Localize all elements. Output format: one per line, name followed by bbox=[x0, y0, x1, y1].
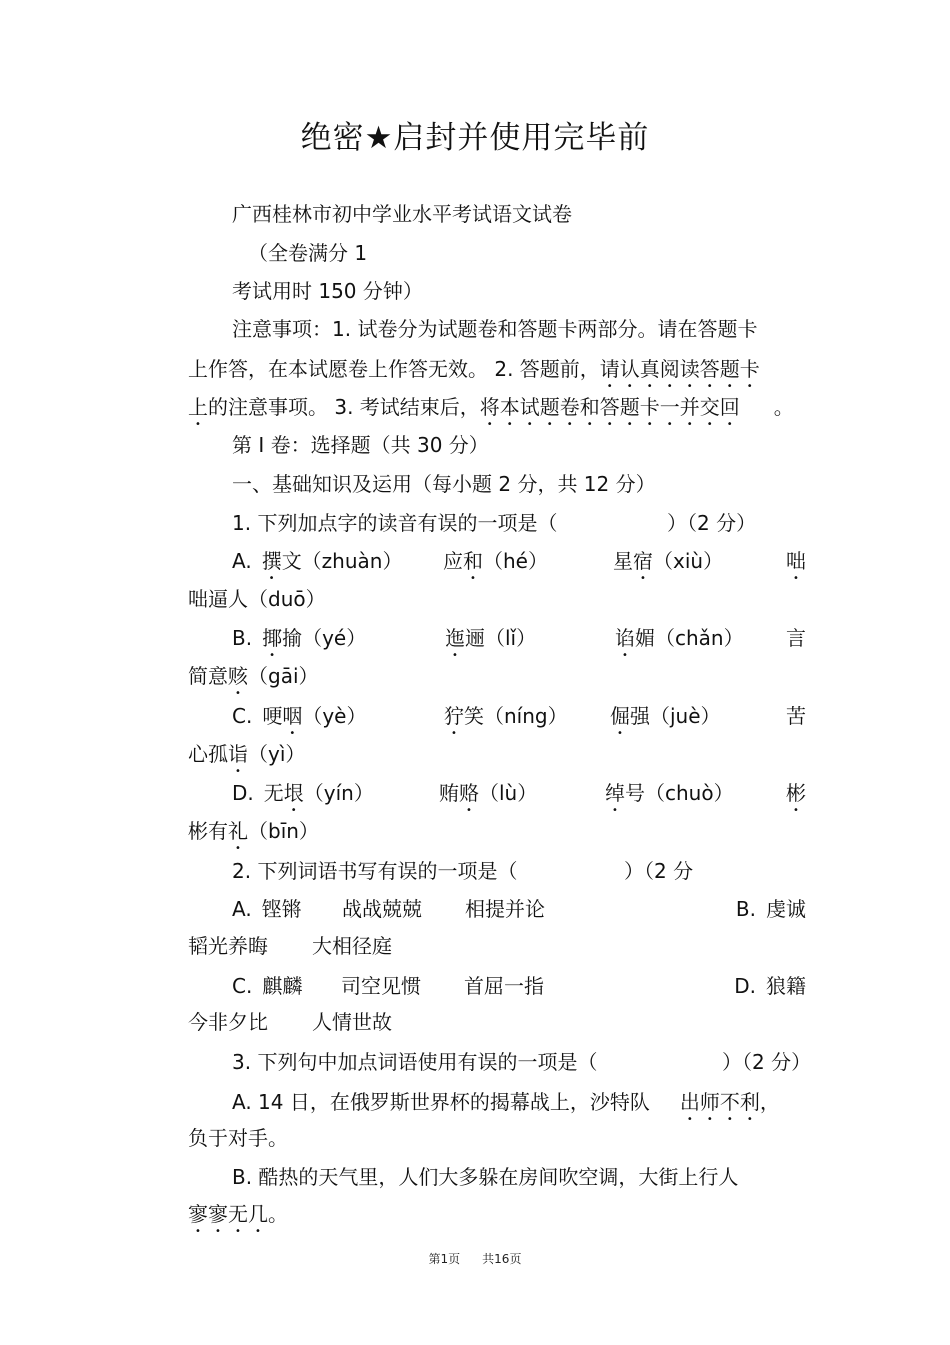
q1-b-cont bbox=[188, 662, 319, 699]
q2-b-word-3: 大相径庭 bbox=[312, 934, 392, 958]
dotted-char: 迤 bbox=[445, 626, 465, 650]
option-text: 号（chuò） bbox=[625, 781, 734, 805]
option-text: 无 bbox=[263, 781, 284, 805]
dotted-char: 狞 bbox=[444, 704, 464, 728]
q2-option-d bbox=[734, 972, 806, 1000]
q1-c-cont bbox=[188, 740, 305, 777]
option-label: A. bbox=[232, 549, 252, 573]
dotted-char: 宿 bbox=[633, 549, 653, 573]
q1-d-cont bbox=[188, 817, 319, 854]
option-text: （lù） bbox=[479, 781, 538, 805]
q2-option-b bbox=[736, 895, 806, 923]
q2-a-word-3: 相提并论 bbox=[465, 897, 545, 921]
dotted-char: 垠 bbox=[283, 781, 304, 805]
notice-text: 。 bbox=[773, 395, 794, 419]
option-text: 简意 bbox=[188, 664, 228, 688]
dotted-text: 出师不利 bbox=[679, 1090, 760, 1114]
dotted-char: 礼 bbox=[228, 819, 248, 843]
dotted-char: 赂 bbox=[459, 781, 479, 805]
notice-text: 的注意事项。 3. 考试结束后， bbox=[208, 395, 480, 419]
q1-a-cont: 咄逼人（duō） bbox=[188, 587, 326, 611]
option-text: 铿锵 bbox=[261, 897, 302, 921]
notice-text: 上作答，在本试愿卷上作答无效。 2. 答题前， bbox=[188, 357, 600, 381]
q1-option-d bbox=[232, 779, 374, 816]
option-text: A. 14 日，在俄罗斯世界杯的揭幕战上，沙特队 bbox=[232, 1090, 650, 1114]
exam-name: 广西桂林市初中学业水平考试语文试卷 bbox=[232, 202, 572, 226]
q2-option-c bbox=[232, 972, 302, 1000]
q3-option-a bbox=[232, 1088, 780, 1125]
dotted-text: 寥寥无几 bbox=[188, 1202, 268, 1226]
q1-a-item-3 bbox=[613, 547, 723, 584]
option-text: 哽 bbox=[262, 704, 283, 728]
dotted-char: 倔 bbox=[610, 704, 630, 728]
option-text: ， bbox=[759, 1090, 780, 1114]
dotted-text: 请认真阅读答题卡 bbox=[599, 357, 760, 381]
dotted-char: 诣 bbox=[228, 742, 248, 766]
q1-a-item-2 bbox=[443, 547, 548, 584]
q2-stem: 2. 下列词语书写有误的一项是（ bbox=[232, 859, 518, 883]
option-label: B. bbox=[232, 626, 253, 650]
dotted-text: 上 bbox=[188, 395, 208, 419]
dotted-char: 谄 bbox=[615, 626, 635, 650]
dotted-char: 揶 bbox=[262, 626, 283, 650]
q1-option-a bbox=[232, 547, 402, 584]
q3-stem: 3. 下列句中加点词语使用有误的一项是（ bbox=[232, 1050, 598, 1074]
q1-d-item-4 bbox=[786, 779, 806, 816]
option-label: B. bbox=[735, 897, 756, 921]
dotted-char: 和 bbox=[463, 549, 483, 573]
notice-line-1: 注意事项：1. 试卷分为试题卷和答题卡两部分。请在答题卡 bbox=[232, 317, 758, 341]
q1-d-item-3 bbox=[605, 779, 734, 816]
q3-option-b: B. 酷热的天气里，人们大多躲在房间吹空调，大街上行人 bbox=[232, 1165, 739, 1189]
q2-d-word-3: 人情世故 bbox=[312, 1010, 392, 1034]
q3-a-cont: 负于对手。 bbox=[188, 1126, 288, 1150]
option-text: （bīn） bbox=[248, 819, 319, 843]
option-text: 麒麟 bbox=[262, 974, 303, 998]
option-text: （hé） bbox=[483, 549, 548, 573]
notice-line-3 bbox=[188, 393, 794, 430]
dotted-char: 撰 bbox=[261, 549, 282, 573]
option-text: 强（juè） bbox=[630, 704, 721, 728]
q1-a-item-4 bbox=[786, 547, 806, 584]
q2-c-word-2: 司空见惯 bbox=[341, 974, 421, 998]
q2-a-word-2: 战战兢兢 bbox=[342, 897, 422, 921]
q2-b-word-2: 韬光养晦 bbox=[188, 934, 268, 958]
q2-score: ）（2 分 bbox=[624, 859, 694, 883]
option-text: 逦（lǐ） bbox=[465, 626, 537, 650]
dotted-char: 咄 bbox=[786, 549, 806, 573]
q1-stem: 1. 下列加点字的读音有误的一项是（ bbox=[232, 511, 558, 535]
option-label: A. bbox=[232, 897, 252, 921]
option-text: 文（zhuàn） bbox=[281, 549, 403, 573]
option-text: 贿 bbox=[439, 781, 459, 805]
q1-c-item-2 bbox=[444, 702, 568, 739]
q2-d-word-2: 今非夕比 bbox=[188, 1010, 268, 1034]
option-text: 彬有 bbox=[188, 819, 228, 843]
part1-heading: 第 I 卷：选择题（共 30 分） bbox=[232, 433, 489, 457]
q1-c-item-3 bbox=[610, 702, 721, 739]
dotted-char: 彬 bbox=[786, 781, 806, 805]
option-text: （gāi） bbox=[248, 664, 319, 688]
option-text: （yì） bbox=[248, 742, 306, 766]
q1-d-item-2 bbox=[439, 779, 537, 816]
dotted-char: 绰 bbox=[605, 781, 625, 805]
q2-c-word-3: 首屈一指 bbox=[464, 974, 544, 998]
option-text: 揄（yé） bbox=[282, 626, 367, 650]
page-total: 共16页 bbox=[482, 1252, 522, 1266]
option-label: C. bbox=[232, 974, 253, 998]
q1-b-item-4: 言 bbox=[786, 626, 806, 650]
option-text: （yín） bbox=[303, 781, 374, 805]
page-number: 第1页 bbox=[428, 1252, 461, 1266]
option-text: 。 bbox=[268, 1202, 288, 1226]
dotted-char: 咽 bbox=[282, 704, 303, 728]
dotted-text: 将本试题卷和答题卡一并交回 bbox=[479, 395, 740, 419]
option-text: 心孤 bbox=[188, 742, 228, 766]
option-text: 星 bbox=[613, 549, 633, 573]
q1-score: ）（2 分） bbox=[667, 511, 757, 535]
option-text: 笑（níng） bbox=[464, 704, 568, 728]
notice-line-2 bbox=[188, 355, 760, 392]
option-text: 媚（chǎn） bbox=[635, 626, 744, 650]
q3-score: ）（2 分） bbox=[722, 1050, 812, 1074]
option-label: C. bbox=[232, 704, 253, 728]
option-text: （yè） bbox=[302, 704, 367, 728]
option-text: （xiù） bbox=[653, 549, 724, 573]
dotted-char: 赅 bbox=[228, 664, 248, 688]
section1-heading: 一、基础知识及运用（每小题 2 分，共 12 分） bbox=[232, 472, 656, 496]
option-label: D. bbox=[232, 781, 254, 805]
full-score: （全卷满分 1 bbox=[248, 241, 368, 265]
option-text: 应 bbox=[443, 549, 463, 573]
option-label: D. bbox=[734, 974, 756, 998]
q1-b-item-3 bbox=[615, 624, 744, 661]
q1-b-item-2 bbox=[445, 624, 536, 661]
option-text: 狼籍 bbox=[766, 974, 806, 998]
q1-c-item-4: 苦 bbox=[786, 704, 806, 728]
q1-option-b bbox=[232, 624, 366, 661]
option-text: 虔诚 bbox=[766, 897, 806, 921]
page-footer bbox=[0, 1250, 950, 1267]
q2-option-a bbox=[232, 895, 302, 923]
q3-b-cont bbox=[188, 1200, 288, 1237]
q1-option-c bbox=[232, 702, 366, 739]
exam-time: 考试用时 150 分钟） bbox=[232, 279, 423, 303]
page-title: 绝密★启封并使用完毕前 bbox=[300, 120, 650, 156]
